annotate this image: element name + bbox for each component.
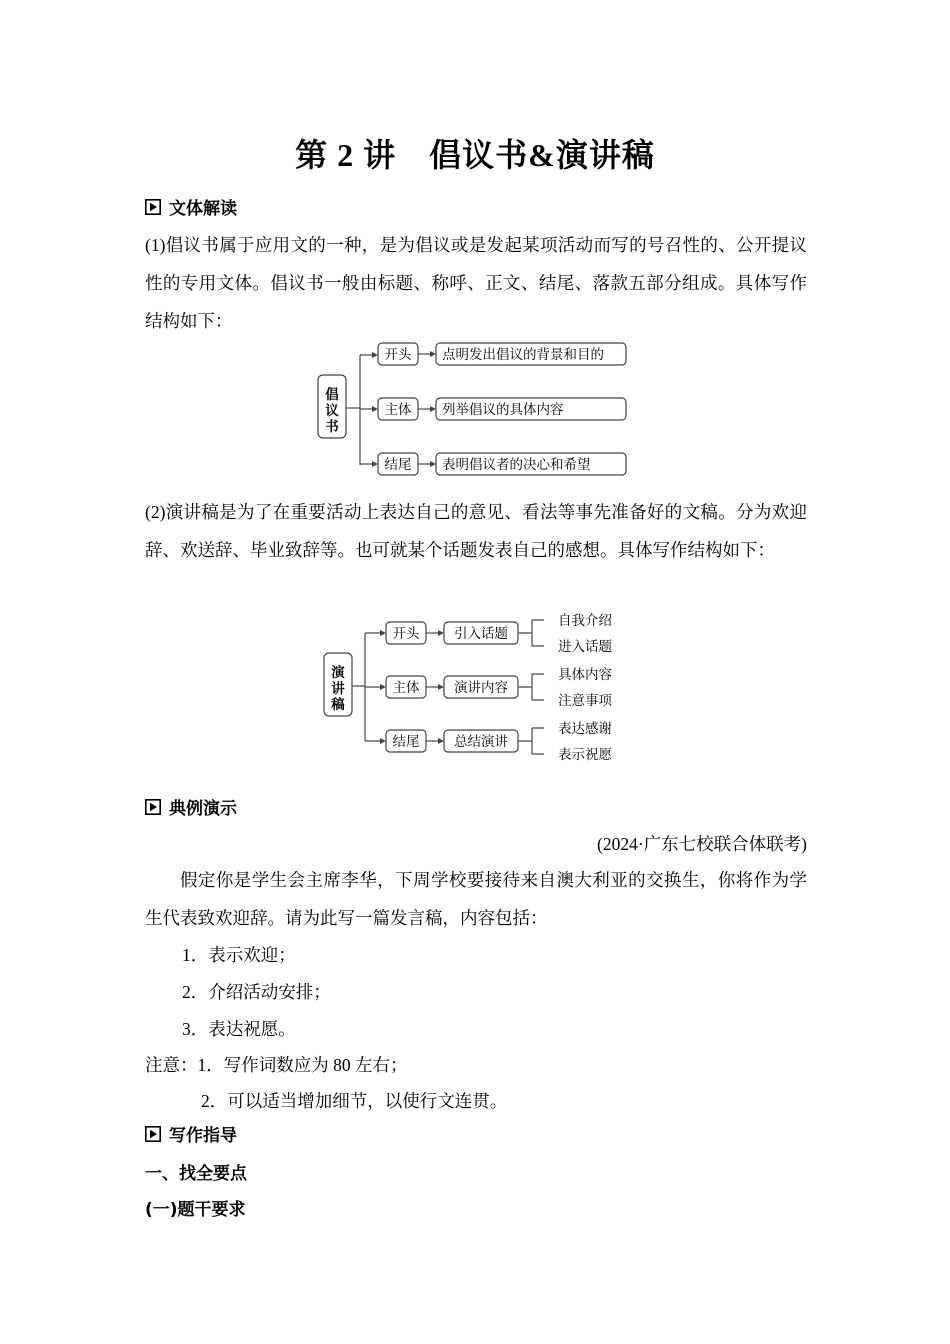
play-square-icon bbox=[145, 1126, 161, 1142]
source-citation: (2024·广东七校联合体联考) bbox=[597, 834, 807, 854]
proposal-structure-diagram bbox=[310, 338, 640, 478]
section-heading-example bbox=[145, 794, 237, 819]
diagram-label: 主体 bbox=[384, 402, 412, 418]
root-char: 讲 bbox=[331, 681, 345, 697]
section-title: 写作指导 bbox=[169, 1126, 237, 1146]
diagram-mid: 总结演讲 bbox=[454, 734, 508, 750]
diagram-leaf: 表达感谢 bbox=[558, 721, 612, 737]
list-item: 2．介绍活动安排； bbox=[182, 982, 331, 1002]
section-title: 文体解读 bbox=[169, 199, 237, 219]
diagram-desc: 点明发出倡议的背景和目的 bbox=[442, 347, 604, 363]
diagram-mid: 引入话题 bbox=[454, 626, 508, 642]
page-title: 第 2 讲 倡议书&演讲稿 bbox=[295, 137, 655, 173]
diagram-label: 结尾 bbox=[384, 457, 412, 473]
subheading: 一、找全要点 bbox=[145, 1164, 247, 1184]
diagram-label: 开头 bbox=[384, 347, 412, 363]
subheading: (一)题干要求 bbox=[145, 1200, 246, 1220]
section-heading-genre bbox=[145, 194, 237, 219]
paragraph-proposal: (1)倡议书属于应用文的一种，是为倡议或是发起某项活动而写的号召性的、公开提议性的专用文体。倡议书一般由标题、称呼、正文、结尾、落款五部分组成。具体写作结构如下： bbox=[145, 235, 807, 331]
play-square-icon bbox=[145, 199, 161, 215]
list-item: 3．表达祝愿。 bbox=[182, 1019, 296, 1039]
task-description: 假定你是学生会主席李华，下周学校要接待来自澳大利亚的交换生，你将作为学生代表致欢迎辞。请为此写一篇发言稿，内容包括： bbox=[145, 870, 807, 928]
diagram-desc: 列举倡议的具体内容 bbox=[442, 402, 564, 418]
diagram-mid: 演讲内容 bbox=[454, 680, 508, 696]
diagram-label: 开头 bbox=[392, 626, 420, 642]
paragraph-speech: (2)演讲稿是为了在重要活动上表达自己的意见、看法等事先准备好的文稿。分为欢迎辞、欢送辞、毕业致辞等。也可就某个话题发表自己的感想。具体写作结构如下： bbox=[145, 502, 807, 560]
diagram-leaf: 表示祝愿 bbox=[558, 747, 612, 763]
diagram-leaf: 自我介绍 bbox=[558, 613, 612, 629]
root-char: 稿 bbox=[331, 697, 345, 713]
diagram-label: 结尾 bbox=[392, 734, 420, 750]
root-char: 议 bbox=[325, 403, 339, 419]
diagram-leaf: 进入话题 bbox=[558, 639, 612, 655]
speech-structure-diagram bbox=[318, 608, 638, 768]
diagram-leaf: 注意事项 bbox=[558, 693, 612, 709]
section-heading-guide bbox=[145, 1121, 237, 1146]
note-line: 2．可以适当增加细节，以使行文连贯。 bbox=[201, 1091, 508, 1111]
diagram-label: 主体 bbox=[392, 680, 420, 696]
root-char: 演 bbox=[331, 665, 345, 681]
diagram-desc: 表明倡议者的决心和希望 bbox=[442, 457, 591, 473]
root-char: 倡 bbox=[325, 387, 339, 403]
play-square-icon bbox=[145, 799, 161, 815]
list-item: 1．表示欢迎； bbox=[182, 945, 296, 965]
section-title: 典例演示 bbox=[169, 799, 237, 819]
note-line: 注意：1．写作词数应为 80 左右； bbox=[145, 1055, 408, 1075]
diagram-leaf: 具体内容 bbox=[558, 667, 612, 683]
root-char: 书 bbox=[325, 419, 339, 435]
